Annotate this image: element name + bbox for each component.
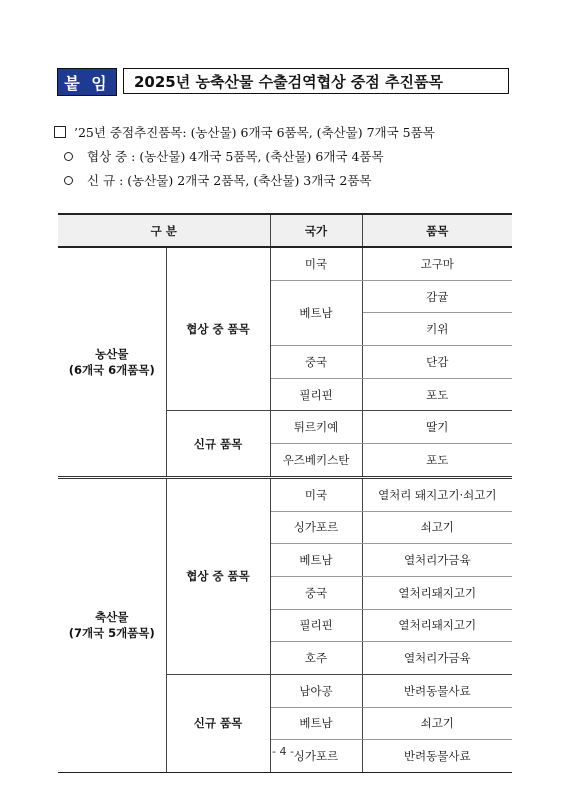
title-box (57, 68, 511, 96)
item-cell: 열처리가금육 (362, 544, 512, 577)
priority-items-table (58, 213, 512, 773)
group-cell (58, 477, 166, 772)
item-cell: 포도 (362, 444, 512, 478)
summary-item (54, 144, 524, 168)
subgroup-label: 신규 품목 (166, 411, 270, 477)
page-number: - 4 - (272, 745, 294, 758)
subgroup-label: 협상 중 품목 (166, 477, 270, 674)
country-cell: 베트남 (270, 544, 362, 577)
item-cell: 단감 (362, 346, 512, 379)
country-cell: 중국 (270, 576, 362, 609)
item-cell: 고구마 (362, 247, 512, 280)
group-count: (7개국 5개품목) (68, 626, 155, 641)
summary-item-text: 신 규 : (농산물) 2개국 2품목, (축산물) 3개국 2품목 (87, 173, 372, 188)
circle-bullet-icon (64, 176, 73, 185)
country-cell: 미국 (270, 247, 362, 280)
country-cell: 싱가포르 (270, 511, 362, 544)
table-header-row (58, 214, 512, 247)
summary-item (54, 168, 524, 192)
item-cell: 감귤 (362, 280, 512, 313)
item-cell: 반려동물사료 (362, 674, 512, 707)
item-cell: 열처리 돼지고기·쇠고기 (362, 477, 512, 511)
country-cell: 중국 (270, 346, 362, 379)
item-cell: 열처리가금육 (362, 642, 512, 675)
group-count: (6개국 6개품목) (68, 362, 155, 377)
item-cell: 딸기 (362, 411, 512, 444)
table-row (58, 247, 512, 280)
item-cell: 쇠고기 (362, 511, 512, 544)
circle-bullet-icon (64, 152, 73, 161)
country-cell: 튀르키예 (270, 411, 362, 444)
attachment-tag: 붙 임 (57, 68, 117, 96)
group-name: 축산물 (95, 610, 129, 625)
summary (54, 120, 524, 192)
page-title: 2025년 농축산물 수출검역협상 중점 추진품목 (123, 68, 509, 94)
group-cell (58, 247, 166, 477)
square-bullet-icon (54, 126, 66, 138)
group-name: 농산물 (95, 346, 129, 361)
item-cell: 포도 (362, 378, 512, 411)
country-cell: 베트남 (270, 280, 362, 345)
header-category: 구 분 (58, 214, 270, 247)
country-cell: 우즈베키스탄 (270, 444, 362, 478)
subgroup-label: 협상 중 품목 (166, 247, 270, 411)
item-cell: 열처리돼지고기 (362, 576, 512, 609)
country-cell: 남아공 (270, 674, 362, 707)
item-cell: 쇠고기 (362, 707, 512, 740)
summary-main (54, 120, 524, 144)
header-item: 품목 (362, 214, 512, 247)
subgroup-label: 신규 품목 (166, 674, 270, 772)
country-cell: 호주 (270, 642, 362, 675)
header-country: 국가 (270, 214, 362, 247)
country-cell: 베트남 (270, 707, 362, 740)
country-cell: 싱가포르 (270, 740, 362, 773)
table-row (58, 477, 512, 511)
item-cell: 반려동물사료 (362, 740, 512, 773)
country-cell: 미국 (270, 477, 362, 511)
country-cell: 필리핀 (270, 609, 362, 642)
summary-main-text: ’25년 중점추진품목: (농산물) 6개국 6품목, (축산물) 7개국 5품목 (74, 125, 435, 140)
item-cell: 열처리돼지고기 (362, 609, 512, 642)
summary-item-text: 협상 중 : (농산물) 4개국 5품목, (축산물) 6개국 4품목 (87, 149, 384, 164)
item-cell: 키위 (362, 313, 512, 346)
country-cell: 필리핀 (270, 378, 362, 411)
